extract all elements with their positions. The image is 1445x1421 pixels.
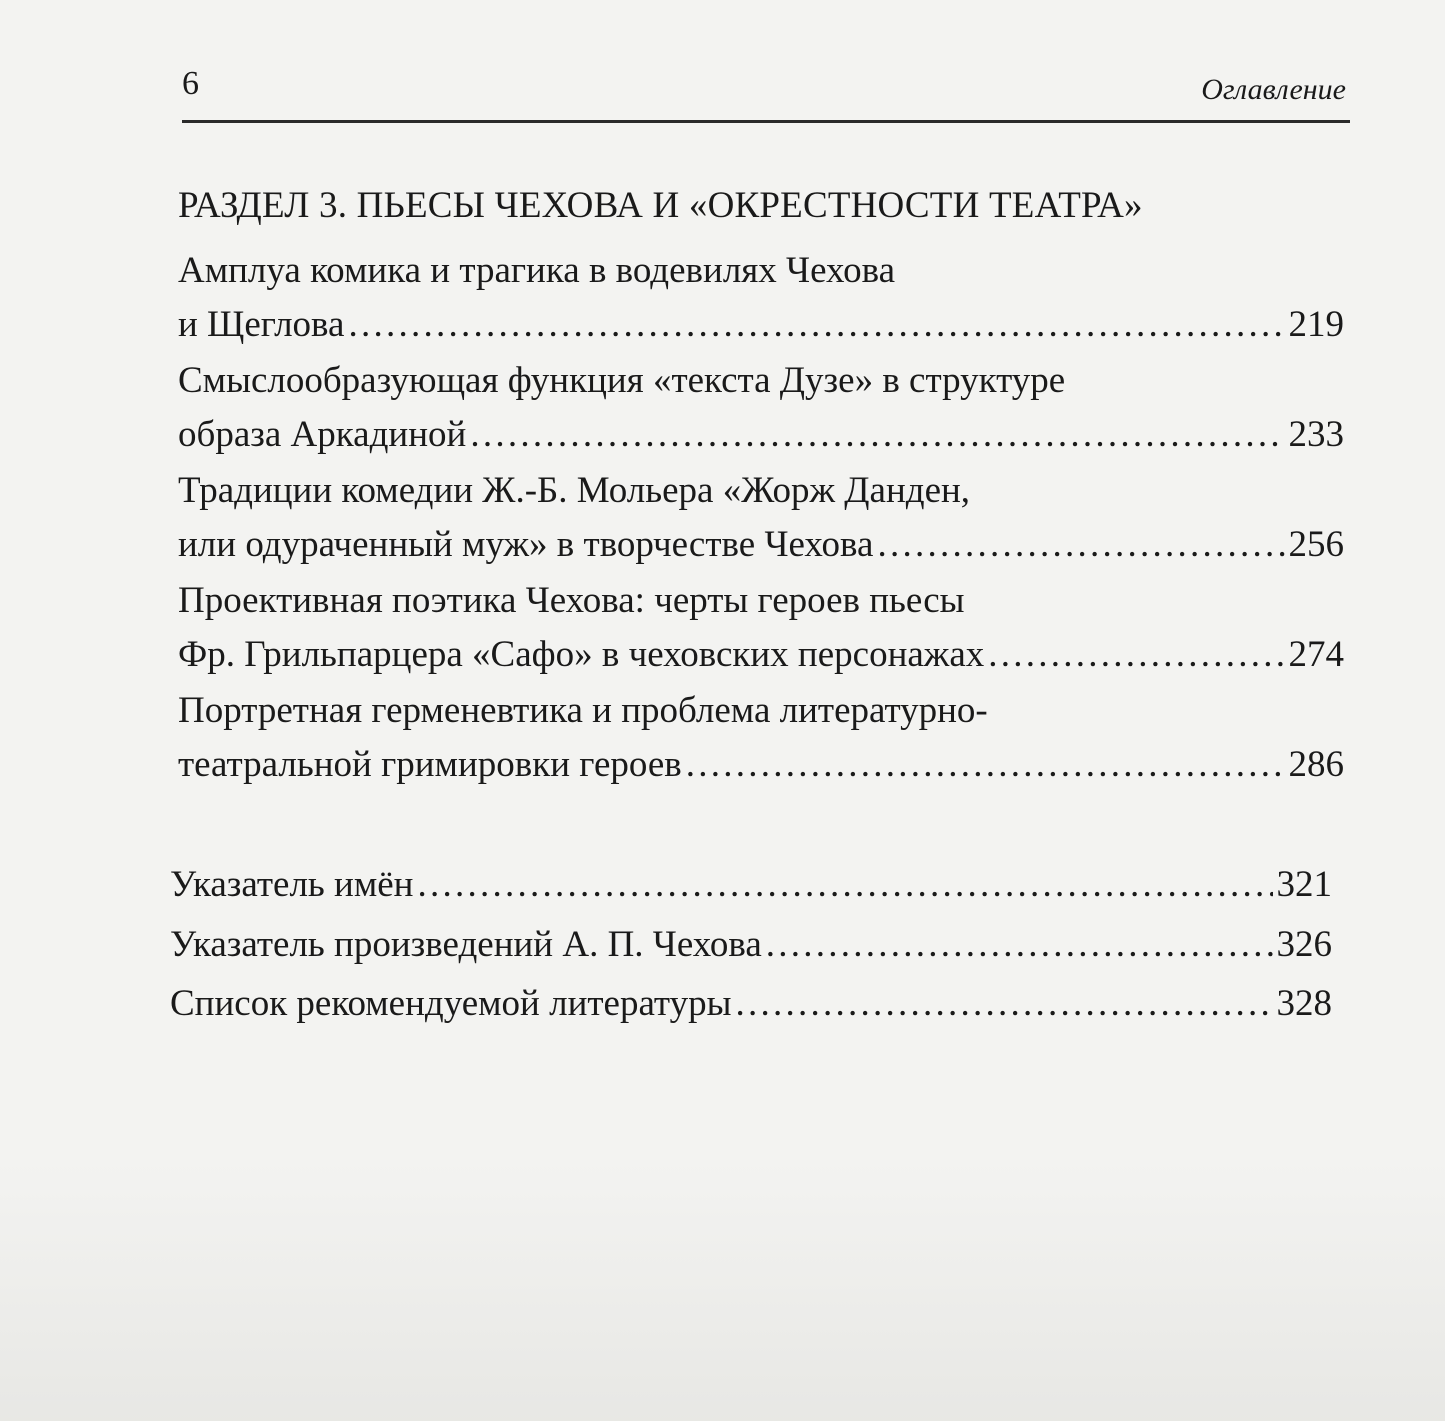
toc-entry-title-line: Смыслообразующая функция «текста Дузе» в структуре (178, 360, 1066, 401)
back-matter-title: Указатель произведений А. П. Чехова (170, 924, 762, 965)
toc-entry-title-line: театральной гримировки героев (178, 744, 682, 785)
toc-entry (178, 244, 1344, 352)
toc-entry-title-line: Проективная поэтика Чехова: черты героев пьесы (178, 580, 965, 621)
page-number: 6 (182, 65, 199, 102)
back-matter-page: 326 (1276, 924, 1332, 965)
toc-entry-last-line (178, 408, 1344, 462)
page-shadow (0, 1161, 1445, 1421)
toc-entry-last-line (178, 628, 1344, 682)
toc-entry-title-line: или одураченный муж» в творчестве Чехова (178, 524, 874, 565)
toc-entry-page: 219 (1288, 304, 1344, 345)
dot-leader (470, 408, 1284, 462)
dot-leader (766, 918, 1273, 972)
toc-entry-page: 233 (1288, 414, 1344, 455)
toc-entry (178, 354, 1344, 462)
toc-entry-title-line: и Щеглова (178, 304, 345, 345)
back-matter-title: Список рекомендуемой литературы (170, 983, 732, 1024)
toc-entry-title-line: Амплуа комика и трагика в водевилях Чехова (178, 250, 896, 291)
page-header (182, 60, 1350, 123)
back-matter-title: Указатель имён (170, 864, 414, 905)
dot-leader (877, 518, 1284, 572)
dot-leader (735, 977, 1272, 1031)
toc-entry-page: 274 (1288, 634, 1344, 675)
dot-leader (417, 858, 1272, 912)
toc-entry-last-line (178, 738, 1344, 792)
section-title: РАЗДЕЛ 3. ПЬЕСЫ ЧЕХОВА И «ОКРЕСТНОСТИ ТЕАТРА» (178, 185, 1143, 226)
toc-entry-page: 286 (1288, 744, 1344, 785)
toc-entry-last-line (170, 918, 1332, 972)
toc-entry-last-line (170, 858, 1332, 912)
back-matter-entry (170, 858, 1332, 912)
toc-entry-last-line (170, 977, 1332, 1031)
dot-leader (348, 298, 1284, 352)
back-matter-page: 328 (1276, 983, 1332, 1024)
back-matter-page: 321 (1276, 864, 1332, 905)
toc-entry (178, 574, 1344, 682)
toc-entry-last-line (178, 518, 1344, 572)
toc-entry-title-line: Фр. Грильпарцера «Сафо» в чеховских персонажах (178, 634, 985, 675)
back-matter-entry (170, 977, 1332, 1031)
toc-entry-title-line: Портретная герменевтика и проблема литературно- (178, 690, 988, 731)
running-head: Оглавление (1201, 73, 1346, 106)
toc-entry-title-line: Традиции комедии Ж.-Б. Мольера «Жорж Данден, (178, 470, 971, 511)
back-matter-entry (170, 918, 1332, 972)
toc-entry-page: 256 (1288, 524, 1344, 565)
toc-entry (178, 464, 1344, 572)
toc-entry (178, 684, 1344, 792)
dot-leader (988, 628, 1284, 682)
toc-entry-title-line: образа Аркадиной (178, 414, 467, 455)
dot-leader (686, 738, 1285, 792)
toc-entry-last-line (178, 298, 1344, 352)
